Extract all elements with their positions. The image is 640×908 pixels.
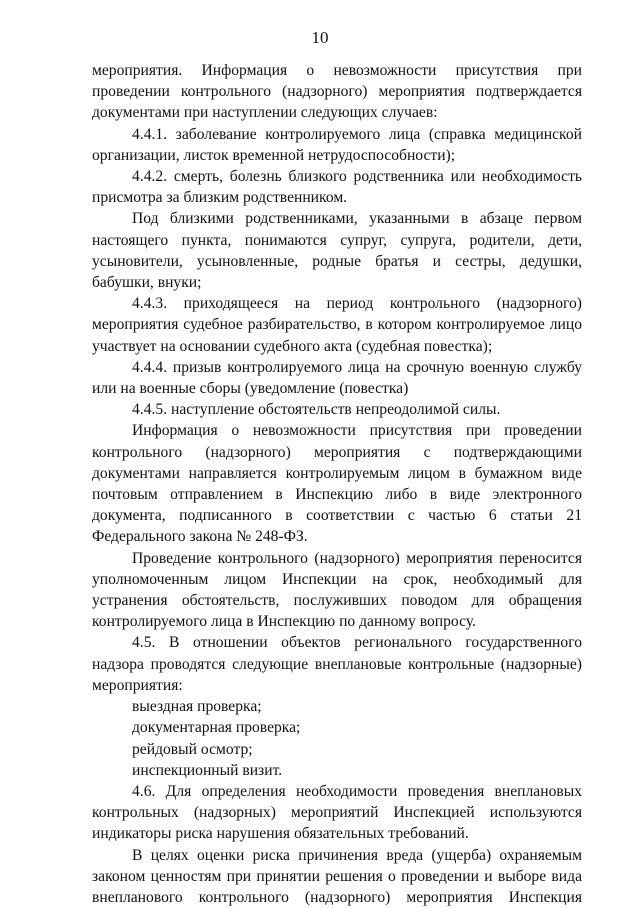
paragraph-close-relatives: Под близкими родственниками, указанными в абзаце первом настоящего пункта, понимаются супруг, супруга, родители, дети, усыновители, усыновленные, родные братья и сестры, дедушки, бабушки, внуки;: [92, 210, 582, 292]
paragraph-4-4-4: 4.4.4. призыв контролируемого лица на срочную военную службу или на военные сборы (уведомление (повестка): [92, 358, 582, 398]
page-number: 10: [311, 28, 329, 47]
paragraph-4-4-2: 4.4.2. смерть, болезнь близкого родственника или необходимость присмотра за близким родственником.: [92, 168, 582, 207]
paragraph-4-4-5: 4.4.5. наступление обстоятельств непреодолимой силы.: [132, 401, 501, 419]
paragraph-information-sending: Информация о невозможности присутствия при проведении контрольного (надзорного) мероприятия с подтверждающими документами направляется контролируемым лицом в бумажном виде почтовым отправлением в Инспекцию либо в виде электронного документа, подписанного в соответствии с частью 6 статьи 21 Федерального закона № 248-ФЗ.: [92, 422, 582, 546]
list-item-inspection-visit: инспекционный визит.: [132, 761, 283, 779]
paragraph-4-4-3: 4.4.3. приходящееся на период контрольного (надзорного) мероприятия судебное разбирательство, в котором контролируемое лицо участвует на основании судебного акта (судебная повестка);: [92, 295, 582, 355]
paragraph-continuation: мероприятия. Информация о невозможности присутствия при проведении контрольного (надзорного) мероприятия подтверждается документами при наступлении следующих случаев:: [92, 62, 582, 122]
paragraph-4-5: 4.5. В отношении объектов регионального государственного надзора проводятся следующие внеплановые контрольные (надзорные) мероприятия:: [92, 634, 582, 694]
list-item-raid-inspection: рейдовый осмотр;: [132, 740, 253, 758]
list-item-field-inspection: выездная проверка;: [132, 698, 262, 716]
list-item-document-inspection: документарная проверка;: [132, 719, 301, 737]
paragraph-risk-assessment: В целях оценки риска причинения вреда (ущерба) охраняемым законом ценностям при принятии решения о проведении и выборе вида внепланового контрольного (надзорного) мероприятия Инспекция: [92, 846, 582, 906]
paragraph-postponement: Проведение контрольного (надзорного) мероприятия переносится уполномоченным лицом Инспекции на срок, необходимый для устранения обстоятельств, послуживших поводом для обращения контролируемого лица в Инспекцию по данному вопросу.: [92, 549, 582, 631]
paragraph-4-4-1: 4.4.1. заболевание контролируемого лица (справка медицинской организации, листок временной нетрудоспособности);: [92, 125, 582, 164]
document-body: [92, 60, 582, 908]
paragraph-4-6: 4.6. Для определения необходимости проведения внеплановых контрольных (надзорных) мероприятий Инспекцией используются индикаторы риска нарушения обязательных требований.: [92, 782, 582, 843]
